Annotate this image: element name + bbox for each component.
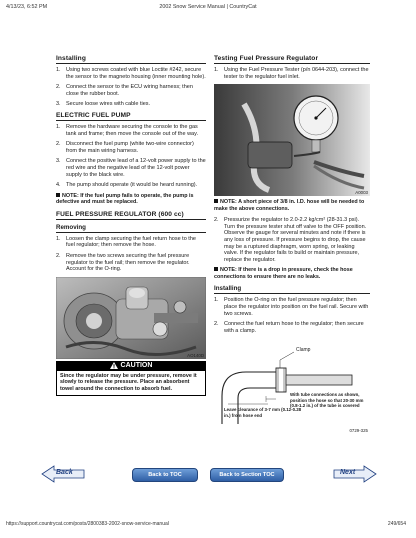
regulator-photo — [56, 277, 206, 359]
clearance-note: Leave clearance of 3-7 mm (0.12-0.28 in.) from hose end — [224, 407, 302, 418]
step-item — [214, 297, 370, 317]
note-bullet-icon — [214, 267, 218, 271]
pressure-drop-note: NOTE: If there is a drop in pressure, check the hose connections to ensure there are no leaks. — [214, 267, 353, 280]
step-text: Using two screws coated with blue Loctite #242, secure the sensor to the magneto housing (inner mounting hole). — [66, 67, 206, 80]
step-text: Remove the hardware securing the console to the gas tank and frame; then move the console out of the way. — [66, 123, 198, 137]
step-text: Connect the sensor to the ECU wiring harness; then close the rubber boot. — [66, 84, 193, 97]
step-number: 1. — [56, 67, 61, 73]
step-item — [56, 236, 206, 249]
step-text: Loosen the clamp securing the fuel return hose to the fuel regulator; then remove the hose. — [66, 235, 196, 249]
diagram-tag: 0729-325 — [349, 428, 368, 434]
next-label: Next — [340, 469, 356, 476]
note-bullet-icon — [214, 199, 218, 203]
clamp-label: Clamp — [296, 347, 311, 354]
installing-heading: Installing — [56, 55, 206, 64]
step-number: 2. — [214, 321, 219, 328]
note-bullet-icon — [56, 193, 60, 197]
page-url: https://support.countrycat.com/posts/2800383-2002-snow-service-manual — [6, 521, 169, 527]
back-to-section-toc-button[interactable]: Back to Section TOC — [210, 468, 284, 482]
pressure-tester-photo — [214, 84, 370, 196]
step-text: Secure loose wires with cable ties. — [66, 101, 151, 108]
left-column — [56, 55, 206, 396]
photo-tag: AO140D — [187, 352, 204, 358]
step-text: The pump should operate (it would be heard running). — [66, 182, 198, 189]
regulator-installing-heading: Installing — [214, 285, 370, 294]
step-text: Pressurize the regulator to 2.0-2.2 kg/cm² (28-31.3 psi). Turn the pressure tester shut off valve to the OFF position. Observe the gauge for several minutes and note if there is any loss of pressure. If pressure begins to drop, the cause may be a ruptured diaphragm, worn spring, or leaking valve. If the regulator fails to build or maintain pressure, replace the regulator. — [224, 217, 367, 263]
step-item — [56, 101, 206, 108]
page-number: 249/654 — [387, 521, 406, 527]
step-item — [56, 84, 206, 97]
step-item — [56, 124, 206, 137]
step-text: Remove the two screws securing the fuel pressure regulator to the fuel rail; then remove the regulator. Account for the O-ring. — [66, 252, 190, 273]
step-number: 3. — [56, 101, 61, 108]
step-text: Connect the positive lead of a 12-volt power supply to the red wire and the negative lead of the 12-volt power supply to the black wire. — [66, 158, 206, 178]
step-item — [56, 182, 206, 189]
back-to-toc-button[interactable]: Back to TOC — [132, 468, 198, 482]
warning-triangle-icon — [110, 362, 118, 369]
step-text: Disconnect the fuel pump (white two-wire connector) from the main wiring harness. — [66, 141, 194, 154]
step-number: 2. — [214, 217, 219, 224]
step-item — [214, 217, 370, 263]
testing-heading: Testing Fuel Pressure Regulator — [214, 55, 370, 64]
testing-steps-continued — [214, 217, 370, 263]
caution-header: CAUTION — [56, 361, 206, 371]
installing-steps — [56, 67, 206, 108]
hose-note: NOTE: A short piece of 3/8 in. I.D. hose will be needed to make the above connections. — [214, 199, 365, 212]
print-datetime: 4/13/23, 6:52 PM — [6, 4, 48, 10]
step-number: 1. — [56, 235, 61, 242]
step-item — [214, 67, 370, 80]
page-title: 2002 Snow Service Manual | CountryCat — [159, 4, 257, 10]
tester-photo-tag: A0003 — [355, 190, 368, 196]
hose-clamp-drawing — [214, 338, 370, 434]
step-number: 1. — [214, 67, 219, 73]
step-item — [214, 321, 370, 334]
caution-text: Since the regulator may be under pressure, remove it slowly to release the pressure. Place an absorbent towel around the connection to absorb fuel. — [56, 371, 206, 397]
step-item — [56, 141, 206, 154]
step-text: Using the Fuel Pressure Tester (p/n 0644-203), connect the tester to the regulator fuel inlet. — [224, 67, 369, 80]
removing-heading: Removing — [56, 224, 206, 233]
regulator-photo-image — [56, 277, 206, 359]
fuel-pump-note: NOTE: If the fuel pump fails to operate, the pump is defective and must be replaced. — [56, 192, 194, 206]
step-item — [56, 67, 206, 80]
step-number: 4. — [56, 182, 61, 189]
back-label: Back — [56, 469, 73, 476]
step-number: 1. — [214, 297, 219, 304]
regulator-installing-steps — [214, 297, 370, 334]
step-text: Position the O-ring on the fuel pressure regulator; then place the regulator into position on the fuel rail. Secure with two screws. — [224, 297, 369, 317]
right-column — [214, 55, 370, 434]
fuel-pump-heading: ELECTRIC FUEL PUMP — [56, 112, 206, 121]
tube-coverage-note: With tube connections as shown, position the hose so that 20-30 mm (0.8-1.2 in.) of the tube is covered — [290, 392, 364, 408]
testing-steps — [214, 67, 370, 80]
next-link[interactable] — [328, 465, 378, 483]
step-item — [56, 158, 206, 178]
step-number: 1. — [56, 123, 61, 130]
step-item — [56, 253, 206, 273]
step-number: 2. — [56, 252, 61, 259]
pressure-tester-image — [214, 84, 370, 196]
regulator-heading: FUEL PRESSURE REGULATOR (600 cc) — [56, 211, 206, 220]
back-link[interactable] — [40, 465, 90, 483]
step-number: 2. — [56, 84, 61, 91]
hose-clamp-diagram — [214, 338, 370, 434]
step-text: Connect the fuel return hose to the regulator; then secure with a clamp. — [224, 321, 364, 334]
fuel-pump-steps — [56, 124, 206, 189]
step-number: 3. — [56, 158, 61, 165]
removing-steps — [56, 236, 206, 273]
step-number: 2. — [56, 141, 61, 148]
